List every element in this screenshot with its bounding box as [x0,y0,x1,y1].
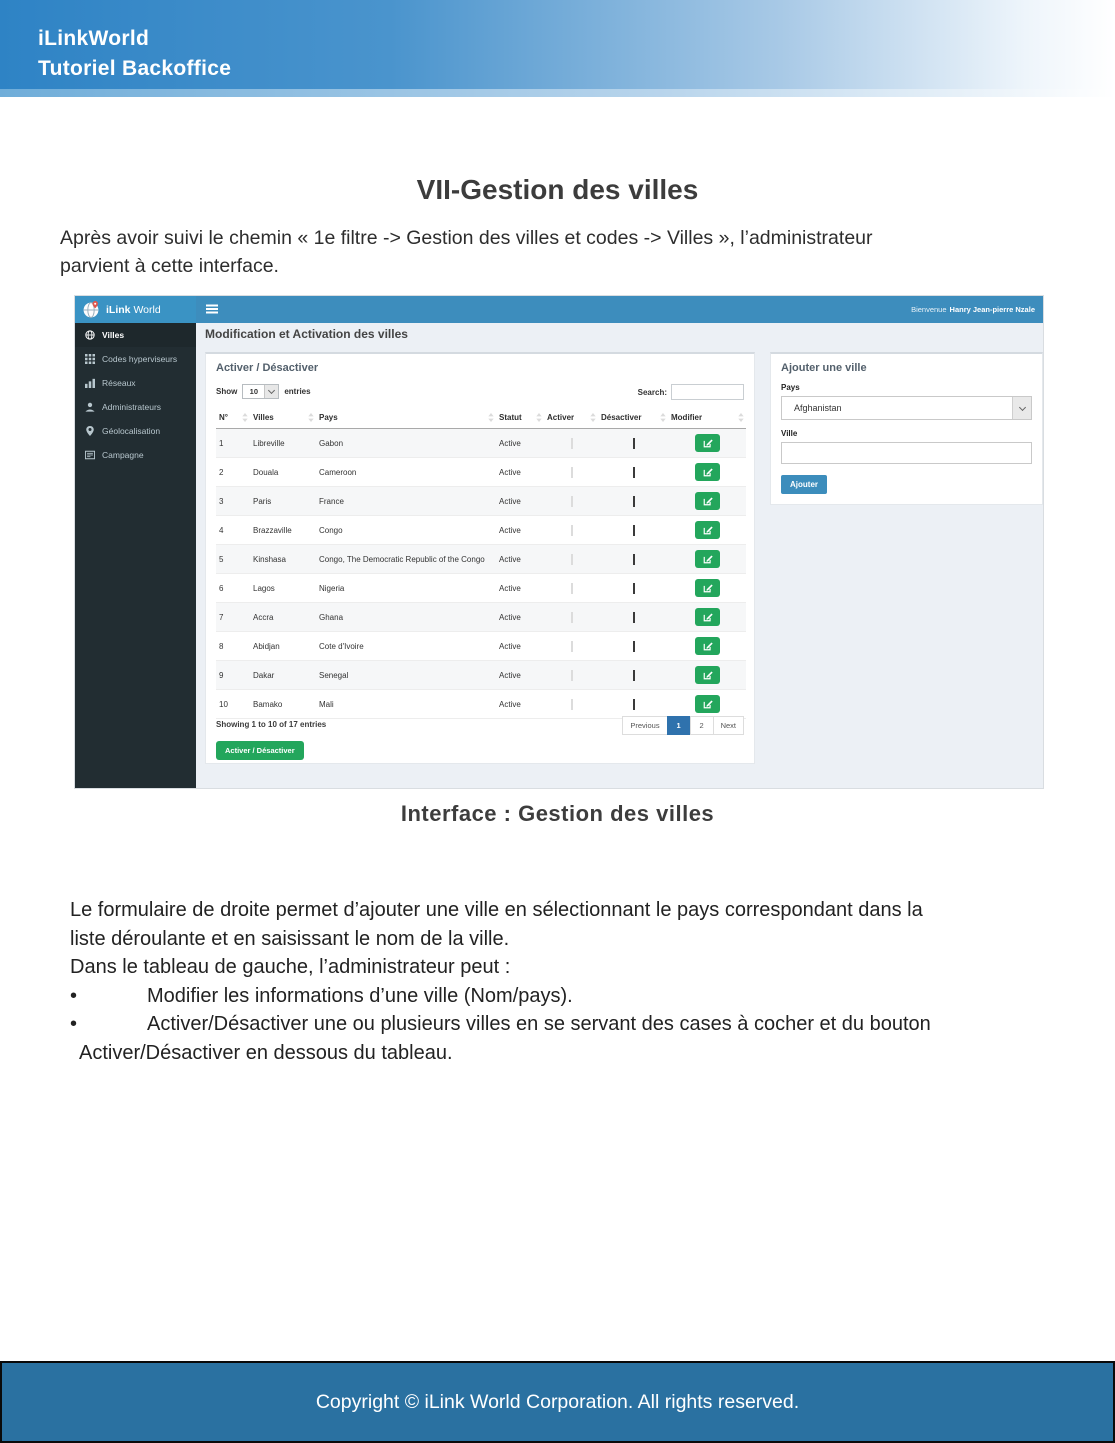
table-row [216,603,746,632]
edit-icon [703,641,713,651]
sidebar-item-label: Géolocalisation [102,426,161,436]
cell-statut: Active [496,574,544,603]
sort-icon [242,413,248,422]
cell-pays: Mali [316,690,496,719]
add-city-card [770,352,1043,505]
search-input[interactable] [671,384,744,400]
sidebar-item-géolocalisation[interactable] [75,419,196,443]
activer-checkbox [571,699,573,710]
modifier-button[interactable] [695,434,720,452]
activer-checkbox [571,612,573,623]
banner-line-2: Tutoriel Backoffice [38,57,232,80]
table-row [216,690,746,719]
body-line: Le formulaire de droite permet d’ajouter une ville en sélectionnant le pays correspondant dans la [70,899,923,921]
desactiver-checkbox[interactable] [633,670,635,681]
table-controls [216,384,744,401]
cell-numero: 2 [216,458,250,487]
pagination-page-2[interactable]: 2 [690,716,714,735]
banner-stripe [0,89,1115,97]
cell-pays: Congo, The Democratic Republic of the Congo [316,545,496,574]
menu-icon[interactable] [206,303,218,315]
activer-checkbox [571,670,573,681]
pagination-next[interactable]: Next [713,716,744,735]
cell-ville: Douala [250,458,316,487]
column-header-statut[interactable]: Statut [496,406,544,429]
villes-table [216,406,746,719]
activer-checkbox [571,583,573,594]
table-header-row [216,406,746,429]
cell-statut: Active [496,487,544,516]
activer-checkbox [571,525,573,536]
sidebar-item-codes-hyperviseurs[interactable] [75,347,196,371]
app-logo[interactable] [75,296,196,323]
desactiver-checkbox[interactable] [633,641,635,652]
bullet-item [70,1010,1065,1039]
banner-line-1: iLinkWorld [38,27,150,50]
cell-statut: Active [496,603,544,632]
column-header-modifier[interactable]: Modifier [668,406,746,429]
keypad-icon [85,354,95,364]
table-row [216,429,746,458]
table-row [216,458,746,487]
pagination-previous[interactable]: Previous [622,716,667,735]
cell-statut: Active [496,458,544,487]
sidebar-item-campagne[interactable] [75,443,196,467]
app-navbar [75,296,1043,323]
cell-pays: Cote d'Ivoire [316,632,496,661]
showing-entries-text: Showing 1 to 10 of 17 entries [216,720,327,729]
show-entries-control [216,384,311,399]
bullet-marker: • [70,1013,78,1035]
activer-checkbox [571,438,573,449]
column-header-activer[interactable]: Activer [544,406,598,429]
modifier-button[interactable] [695,608,720,626]
sidebar-item-réseaux[interactable] [75,371,196,395]
edit-icon [703,612,713,622]
table-row [216,632,746,661]
page-title: VII-Gestion des villes [416,174,699,205]
table-card [205,352,755,764]
bullet-marker: • [70,984,78,1007]
cell-numero: 4 [216,516,250,545]
sort-icon [308,413,314,422]
table-row [216,487,746,516]
cell-ville: Bamako [250,690,316,719]
modifier-button[interactable] [695,666,720,684]
backoffice-screenshot [75,296,1043,788]
desactiver-checkbox[interactable] [633,438,635,449]
desactiver-checkbox[interactable] [633,496,635,507]
desactiver-checkbox[interactable] [633,554,635,565]
column-header-villes[interactable]: Villes [250,406,316,429]
page-length-select[interactable]: 10 [242,384,279,399]
cell-pays: Ghana [316,603,496,632]
search-control [638,384,744,400]
pagination [623,716,744,735]
app-sidebar [75,323,196,788]
body-line: liste déroulante et en saisissant le nom de la ville. [70,927,510,950]
edit-icon [703,525,713,535]
page-banner [0,0,1115,89]
sort-icon [660,413,666,422]
cell-numero: 8 [216,632,250,661]
sidebar-item-label: Campagne [102,450,144,460]
cell-pays: Senegal [316,661,496,690]
map-marker-icon [85,426,95,436]
cell-numero: 1 [216,429,250,458]
search-label: Search: [637,387,667,397]
cell-pays: France [316,487,496,516]
cell-ville: Kinshasa [250,545,316,574]
bullet-text: Activer/Désactiver une ou plusieurs villes en se servant des cases à cocher et du bouton [147,1013,931,1035]
chevron-down-icon [264,385,278,398]
edit-icon [703,699,713,709]
cell-ville: Libreville [250,429,316,458]
add-card-title: Ajouter une ville [781,362,867,374]
newspaper-icon [85,450,95,460]
cell-ville: Abidjan [250,632,316,661]
cell-statut: Active [496,661,544,690]
bullet-text: Modifier les informations d’une ville (Nom/pays). [147,984,573,1007]
desactiver-checkbox[interactable] [633,583,635,594]
cell-numero: 7 [216,603,250,632]
cell-numero: 5 [216,545,250,574]
sidebar-item-villes[interactable] [75,323,196,347]
banner-title [38,24,231,84]
globe-pin-logo-icon [83,301,100,318]
page-footer [0,1361,1115,1443]
show-label: Show [216,387,238,396]
body-line: Dans le tableau de gauche, l’administrateur peut : [70,956,511,978]
chevron-down-icon [1012,397,1031,419]
cell-statut: Active [496,545,544,574]
edit-icon [703,583,713,593]
modifier-button[interactable] [695,492,720,510]
cell-statut: Active [496,632,544,661]
table-card-title: Activer / Désactiver [216,362,319,374]
copyright-text: Copyright © iLink World Corporation. All rights reserved. [315,1390,800,1413]
activer-checkbox [571,554,573,565]
column-header-n-[interactable]: N° [216,406,250,429]
pays-select[interactable]: Afghanistan [781,396,1032,420]
modifier-button[interactable] [695,637,720,655]
sidebar-item-label: Administrateurs [102,402,162,412]
bulk-activate-deactivate-button[interactable]: Activer / Désactiver [216,741,304,760]
ville-label: Ville [781,429,798,438]
activer-checkbox [571,496,573,507]
sidebar-item-label: Villes [102,330,125,340]
sort-icon [738,413,744,422]
cell-ville: Dakar [250,661,316,690]
content-heading: Modification et Activation des villes [205,327,408,341]
cell-ville: Accra [250,603,316,632]
modifier-button[interactable] [695,550,720,568]
sidebar-item-label: Réseaux [102,378,136,388]
activer-checkbox [571,641,573,652]
cell-pays: Cameroon [316,458,496,487]
cell-numero: 6 [216,574,250,603]
intro-line: parvient à cette interface. [60,255,279,277]
cell-pays: Congo [316,516,496,545]
table-footer [216,716,744,734]
sidebar-item-administrateurs[interactable] [75,395,196,419]
entries-label: entries [284,387,311,396]
activer-checkbox [571,467,573,478]
body-line: Activer/Désactiver en dessous du tableau. [79,1041,453,1064]
sort-icon [590,413,596,422]
modifier-button[interactable] [695,579,720,597]
cell-pays: Gabon [316,429,496,458]
ajouter-button[interactable]: Ajouter [781,475,827,494]
modifier-button[interactable] [695,521,720,539]
desactiver-checkbox[interactable] [633,525,635,536]
cell-numero: 9 [216,661,250,690]
desactiver-checkbox[interactable] [633,467,635,478]
modifier-button[interactable] [695,695,720,713]
intro-paragraph [60,224,1060,280]
table-row [216,661,746,690]
column-header-pays[interactable]: Pays [316,406,496,429]
body-paragraphs [70,896,1065,1067]
cell-statut: Active [496,690,544,719]
user-name: Hanry Jean-pierre Nzale [949,305,1035,314]
cell-statut: Active [496,516,544,545]
cell-ville: Brazzaville [250,516,316,545]
sort-icon [488,413,494,422]
sort-icon [536,413,542,422]
ville-input[interactable] [781,442,1032,464]
edit-icon [703,554,713,564]
edit-icon [703,670,713,680]
cell-ville: Paris [250,487,316,516]
welcome-text: Bienvenue Hanry Jean-pierre Nzale [911,305,1035,314]
desactiver-checkbox[interactable] [633,612,635,623]
pagination-page-1[interactable]: 1 [667,716,691,735]
globe-icon [85,330,95,340]
table-row [216,574,746,603]
pays-label: Pays [781,383,800,392]
screenshot-caption: Interface : Gestion des villes [400,801,715,826]
cell-numero: 10 [216,690,250,719]
cell-ville: Lagos [250,574,316,603]
cell-pays: Nigeria [316,574,496,603]
brand-name: iLink World [106,303,161,316]
edit-icon [703,467,713,477]
edit-icon [703,438,713,448]
signal-icon [85,378,95,388]
table-row [216,516,746,545]
cell-numero: 3 [216,487,250,516]
user-icon [85,402,95,412]
cell-statut: Active [496,429,544,458]
column-header-d-sactiver[interactable]: Désactiver [598,406,668,429]
sidebar-item-label: Codes hyperviseurs [102,354,178,364]
desactiver-checkbox[interactable] [633,699,635,710]
bullet-item [70,982,1065,1011]
modifier-button[interactable] [695,463,720,481]
intro-line: Après avoir suivi le chemin « 1e filtre -> Gestion des villes et codes -> Villes », l’administrateur [60,227,873,249]
table-row [216,545,746,574]
edit-icon [703,496,713,506]
